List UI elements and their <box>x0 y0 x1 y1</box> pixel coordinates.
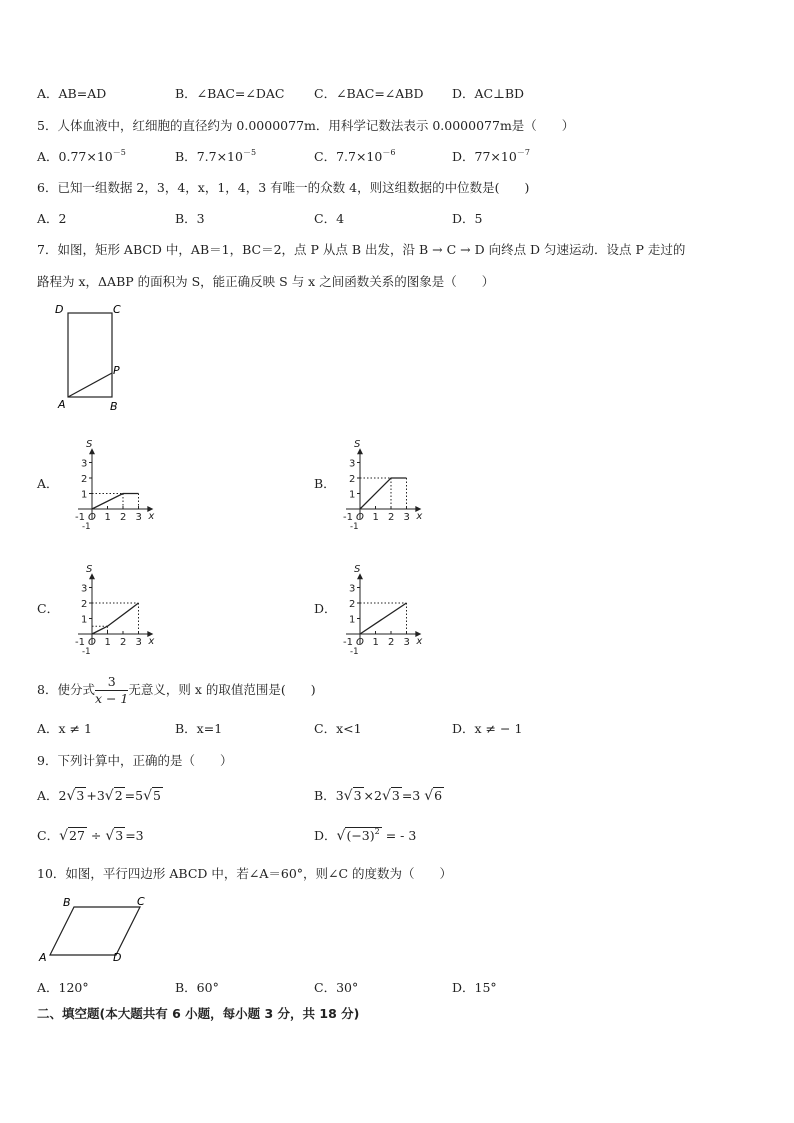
y-tick-label: 1 <box>349 489 356 501</box>
q7-graph-b <box>340 432 440 532</box>
q10-stem: 10．如图，平行四边形 ABCD 中，若∠A＝60°，则∠C 的度数为（ ） <box>37 866 453 881</box>
q7-graph-c <box>72 557 172 657</box>
origin-label: O <box>356 512 364 523</box>
y-axis-label: S <box>86 564 93 576</box>
function-graph <box>92 494 139 510</box>
section2-heading: 二、填空题(本大题共有 6 小题，每小题 3 分，共 18 分) <box>37 1006 360 1021</box>
q6-option-a: A．2 <box>37 211 67 226</box>
x-axis-label: x <box>148 511 155 522</box>
y-tick-label: 3 <box>349 583 356 595</box>
q4-option-d: D．AC⊥BD <box>452 86 525 101</box>
neg-one-x-label: -1 <box>75 512 85 523</box>
q4-option-c: C．∠BAC=∠ABD <box>314 86 424 101</box>
q7-option-c-label: C． <box>37 601 60 616</box>
q7-label-b: B <box>110 400 118 413</box>
q10-label-c: C <box>137 895 145 908</box>
x-tick-label: 1 <box>104 637 111 648</box>
neg-one-y-label: -1 <box>350 647 359 657</box>
q8-option-d: D．x ≠ − 1 <box>452 721 523 736</box>
q8-option-c: C．x<1 <box>314 721 362 736</box>
y-tick-label: 1 <box>81 614 88 626</box>
neg-one-x-label: -1 <box>343 512 353 523</box>
q7-option-b-label: B． <box>314 476 336 491</box>
y-axis-label: S <box>354 564 361 576</box>
q7-graph-a <box>72 432 172 532</box>
q7-label-p: P <box>113 364 120 377</box>
q9-option-c: C．√27 ÷ √3 =3 <box>37 828 144 844</box>
q7-stem-line2: 路程为 x，ΔABP 的面积为 S，能正确反映 S 与 x 之间函数关系的图象是（ ） <box>37 274 495 289</box>
neg-one-y-label: -1 <box>82 647 91 657</box>
origin-label: O <box>356 637 364 648</box>
y-tick-label: 1 <box>349 614 356 626</box>
q10-option-d: D．15° <box>452 980 497 995</box>
q6-option-b: B．3 <box>175 211 205 226</box>
x-tick-label: 2 <box>120 512 127 523</box>
q8-fraction: $\frac{3}{x - 1}$ <box>94 674 129 706</box>
q6-stem: 6．已知一组数据 2，3，4，x，1，4，3 有唯一的众数 4，则这组数据的中位数是( ) <box>37 180 530 195</box>
q9-stem: 9．下列计算中，正确的是（ ） <box>37 753 233 768</box>
q5-option-a: A．$0.77\times 10^{-5}$ <box>37 148 126 164</box>
y-tick-label: 3 <box>349 458 356 470</box>
x-tick-label: 1 <box>104 512 111 523</box>
x-tick-label: 3 <box>135 512 142 523</box>
x-tick-label: 3 <box>403 637 410 648</box>
y-tick-label: 2 <box>349 474 356 485</box>
q7-label-a: A <box>58 398 66 411</box>
y-tick-label: 3 <box>81 458 88 470</box>
neg-one-x-label: -1 <box>75 637 85 648</box>
function-graph <box>360 603 407 634</box>
q9-option-d: D．$√(-3)^2$ = - 3 <box>314 827 417 844</box>
origin-label: O <box>88 637 96 648</box>
neg-one-x-label: -1 <box>343 637 353 648</box>
q7-rectangle-figure <box>50 300 140 415</box>
x-tick-label: 2 <box>388 637 395 648</box>
q10-option-b: B．60° <box>175 980 219 995</box>
q10-label-d: D <box>113 951 122 964</box>
q4-option-b: B．∠BAC=∠DAC <box>175 86 285 101</box>
q7-label-d: D <box>55 303 64 316</box>
q7-label-c: C <box>113 303 121 316</box>
q5-option-b: B．$7.7\times 10^{-5}$ <box>175 148 257 164</box>
q7-stem-line1: 7．如图，矩形 ABCD 中，AB＝1，BC＝2，点 P 从点 B 出发，沿 B → C → D 向终点 D 匀速运动．设点 P 走过的 <box>37 242 686 257</box>
x-tick-label: 1 <box>372 512 379 523</box>
x-axis-label: x <box>416 636 423 647</box>
x-tick-label: 2 <box>120 637 127 648</box>
y-tick-label: 3 <box>81 583 88 595</box>
x-axis-label: x <box>148 636 155 647</box>
q10-label-a: A <box>39 951 47 964</box>
q5-option-c: C．$7.7\times 10^{-6}$ <box>314 148 396 164</box>
x-tick-label: 3 <box>135 637 142 648</box>
function-graph <box>92 603 139 634</box>
y-axis-label: S <box>354 439 361 451</box>
q10-label-b: B <box>63 896 71 909</box>
q7-graph-d <box>340 557 440 657</box>
q6-option-c: C．4 <box>314 211 345 226</box>
x-tick-label: 2 <box>388 512 395 523</box>
q7-option-d-label: D． <box>314 601 337 616</box>
q9-option-a: A．2√3 +3√2 =5√5 <box>37 788 161 804</box>
neg-one-y-label: -1 <box>350 522 359 532</box>
q8-stem: 8．使分式 $\frac{3}{x - 1}$ 无意义，则 x 的取值范围是( ) <box>37 674 316 706</box>
q8-option-b: B．x=1 <box>175 721 223 736</box>
y-tick-label: 2 <box>349 599 356 610</box>
q10-option-c: C．30° <box>314 980 359 995</box>
q7-option-a-label: A． <box>37 476 59 491</box>
q5-option-d: D．$77\times 10^{-7}$ <box>452 148 530 164</box>
x-tick-label: 3 <box>403 512 410 523</box>
neg-one-y-label: -1 <box>82 522 91 532</box>
x-axis-label: x <box>416 511 423 522</box>
q10-parallelogram-figure <box>36 893 156 965</box>
y-tick-label: 1 <box>81 489 88 501</box>
origin-label: O <box>88 512 96 523</box>
q5-stem: 5．人体血液中，红细胞的直径约为 0.0000077m．用科学记数法表示 0.0000077m是（ ） <box>37 118 575 133</box>
q4-option-a: A．AB=AD <box>37 86 107 101</box>
y-axis-label: S <box>86 439 93 451</box>
q8-option-a: A．x ≠ 1 <box>37 721 92 736</box>
q6-option-d: D．5 <box>452 211 483 226</box>
y-tick-label: 2 <box>81 474 88 485</box>
y-tick-label: 2 <box>81 599 88 610</box>
x-tick-label: 1 <box>372 637 379 648</box>
function-graph <box>360 478 407 509</box>
q9-option-b: B．3√3 ×2√3 =3 √6 <box>314 788 443 804</box>
q10-option-a: A．120° <box>37 980 89 995</box>
